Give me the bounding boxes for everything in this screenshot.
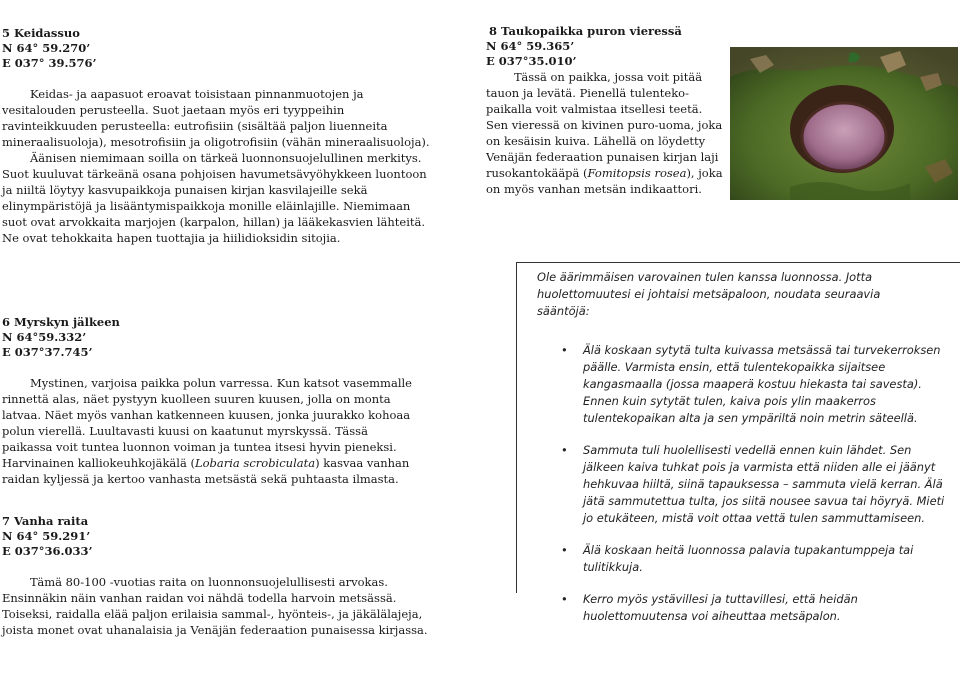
bullet-icon: • (561, 443, 568, 457)
site-8-east-coordinate: E 037°35.010’ (486, 54, 577, 68)
site-7-north-coordinate: N 64° 59.291’ (2, 529, 91, 543)
site-6-latin-name: Lobaria scrobiculata (194, 456, 316, 470)
site-5-paragraph-2: Äänisen niemimaan soilla on tärkeä luonnonsuojelullinen merkitys. (30, 151, 422, 165)
site-5-paragraph-3: Suot kuuluvat tärkeänä osana pohjoisen havumetsävyöhykkeen luontoon ja niiltä löytyy kasvupaikkoja punaisen kirjan kasvilajeille sekä elinympäristöjä ja lisääntymispaikkoja monille eläinlajille. Niemimaan suot ovat arvokkaita marjojen (karpalon, hillan) ja lääkekasvien lähteitä. Ne ovat tehokkaita hapen tuottajia ja hiilidioksidin sitojia. (2, 167, 427, 245)
site-8-latin-name: Fomitopsis rosea (587, 166, 687, 180)
site-7-title: 7 Vanha raita (2, 514, 89, 528)
fire-safety-rules-list (517, 342, 960, 625)
fire-safety-rule: • Älä koskaan heitä luonnossa palavia tupakantumppeja tai tulitikkuja. (561, 543, 914, 574)
bullet-icon: • (561, 543, 568, 557)
fire-safety-intro: Ole äärimmäisen varovainen tulen kanssa luonnossa. Jotta huolettomuutesi ei johtaisi metsäpaloon, noudata seuraavia sääntöjä: (537, 270, 881, 318)
site-6-north-coordinate: N 64°59.332’ (2, 330, 87, 344)
fire-safety-rule: • Kerro myös ystävillesi ja tuttavillesi, että heidän huolettomuutensa voi aiheuttaa metsäpalon. (561, 592, 858, 623)
site-5-title: 5 Keidassuo (2, 26, 80, 40)
bullet-icon: • (561, 343, 568, 357)
site-7-paragraph: Tämä 80-100 -vuotias raita on luonnonsuojelullisesti arvokas. Ensinnäkin näin vanhan raidan voi nähdä todella harvoin metsässä. Toiseksi, raidalla elää paljon erilaisia sammal-, hyönteis-, ja jäkälälajeja, joista monet ovat uhanalaisia ja Venäjän federaation punaisessa kirjassa. (2, 575, 428, 637)
mushroom-photo (730, 47, 958, 200)
site-5-paragraph-1: Keidas- ja aapasuot eroavat toisistaan pinnanmuotojen ja vesitalouden perusteella. Suot jaetaan myös eri tyyppeihin ravinteikkuuden perusteella: eutrofisiin (sisältää paljon liuenneita mineraalisuoloja), mesotrofisiin ja oligotrofisiin (vähän mineraalisuoloja). (2, 87, 430, 149)
fire-safety-rule: • Älä koskaan sytytä tulta kuivassa metsässä tai turvekerroksen päälle. Varmista ensin, että tulentekopaikka sijaitsee kangasmaalla (jossa maaperä kostuu hiekasta tai savesta). Ennen kuin sytytät tulen, kaiva pois ylin maakerros tulentekopaikan alta ja sen ympäriltä noin metrin säteellä. (561, 343, 941, 425)
site-6-east-coordinate: E 037°37.745’ (2, 345, 93, 359)
site-7-east-coordinate: E 037°36.033’ (2, 544, 93, 558)
site-5-east-coordinate: E 037° 39.576’ (2, 56, 97, 70)
site-5-section (2, 26, 438, 246)
site-7-section (2, 514, 432, 638)
fire-safety-box (516, 262, 960, 623)
site-6-section (2, 315, 412, 487)
site-5-north-coordinate: N 64° 59.270’ (2, 41, 91, 55)
site-6-title: 6 Myrskyn jälkeen (2, 315, 120, 329)
bullet-icon: • (561, 592, 568, 606)
site-8-title: 8 Taukopaikka puron vieressä (489, 24, 682, 38)
site-8-paragraph: Tässä on paikka, jossa voit pitää tauon ja levätä. Pienellä tulenteko-paikalla voit valmistaa itsellesi teetä. Sen vieressä on kivinen puro-uoma, joka on kesäisin kuiva. Lähellä on löydetty Venäjän federaation punaisen kirjan laji rusokantokääpä (Fomitopsis rosea), joka on myös vanhan metsän indikaattori. (486, 70, 723, 196)
site-6-paragraph: Mystinen, varjoisa paikka polun varressa. Kun katsot vasemmalle rinnettä alas, näet pystyyn kuolleen suuren kuusen, jolla on monta latvaa. Näet myös vanhan katkenneen kuusen, jonka juurakko kohoaa polun vierellä. Luultavasti kuusi on kaatunut myrskyssä. Tässä paikassa voit tuntea luonnon voiman ja tuntea itsesi hyvin pieneksi. Harvinainen kalliokeuhkojäkälä (Lobaria scrobiculata) kasvaa vanhan raidan kyljessä ja kertoo vanhasta metsästä sekä puhtaasta ilmasta. (2, 376, 412, 486)
site-8-north-coordinate: N 64° 59.365’ (486, 39, 575, 53)
site-8-section (486, 24, 724, 197)
fire-safety-rule: • Sammuta tuli huolellisesti vedellä ennen kuin lähdet. Sen jälkeen kaiva tuhkat pois ja varmista että niiden alle ei jäänyt hehkuvaa hiiltä, siinä tapauksessa – sammuta vielä kerran. Älä jätä sammutettua tulta, jos siitä nousee savua tai höyryä. Mieti jo etukäteen, mistä voit ottaa vettä tulen sammuttamiseen. (561, 443, 945, 525)
